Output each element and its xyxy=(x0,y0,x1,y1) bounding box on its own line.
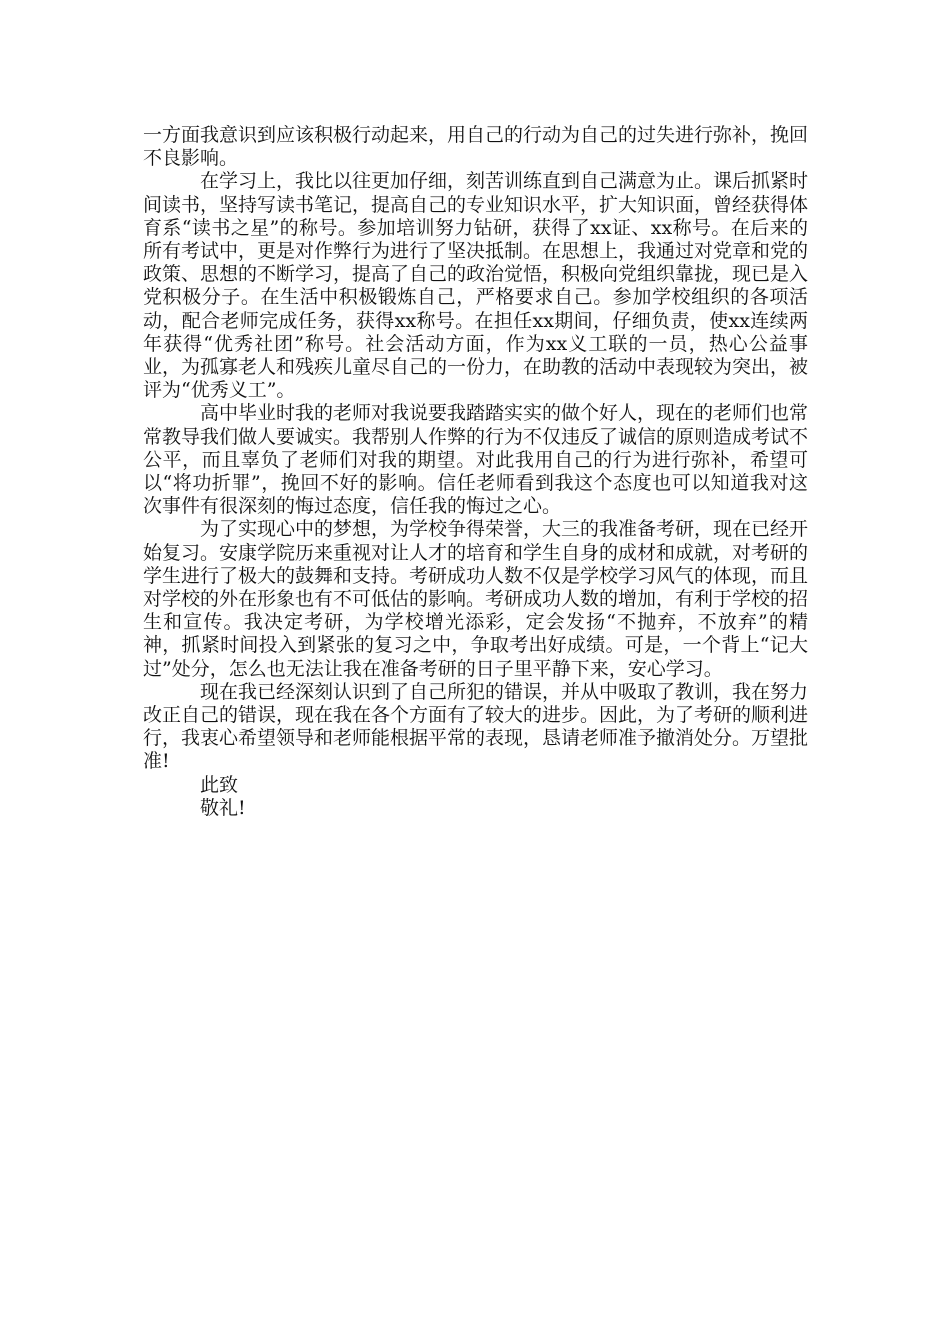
paragraph-study-progress: 在学习上，我比以往更加仔细，刻苦训练直到自己满意为止。课后抓紧时间读书，坚持写读书笔记，提高自己的专业知识水平，扩大知识面，曾经获得体育系“读书之星”的称号。参加培训努力钻研，获得了xx证、xx称号。在后来的所有考试中，更是对作弊行为进行了坚决抵制。在思想上，我通过对党章和党的政策、思想的不断学习，提高了自己的政治觉悟，积极向党组织靠拢，现已是入党积极分子。在生活中积极锻炼自己，严格要求自己。参加学校组织的各项活动，配合老师完成任务，获得xx称号。在担任xx期间，仔细负责，使xx连续两年获得“优秀社团”称号。社会活动方面，作为xx义工联的一员，热心公益事业，为孤寡老人和残疾儿童尽自己的一份力，在助教的活动中表现较为突出，被评为“优秀义工”。 xyxy=(143,170,809,402)
closing-salutation: 此致 xyxy=(200,773,239,796)
paragraph-graduate-exam: 为了实现心中的梦想，为学校争得荣誉，大三的我准备考研，现在已经开始复习。安康学院历来重视对让人才的培育和学生自身的成材和成就，对考研的学生进行了极大的鼓舞和支持。考研成功人数不仅是学校学习风气的体现，而且对学校的外在形象也有不可低估的影响。考研成功人数的增加，有利于学校的招生和宣传。我决定考研，为学校增光添彩，定会发扬“不抛弃，不放弃”的精神，抓紧时间投入到紧张的复习之中，争取考出好成绩。可是，一个背上“记大过”处分，怎么也无法让我在准备考研的日子里平静下来，安心学习。 xyxy=(143,518,809,680)
paragraph-continuation: 一方面我意识到应该积极行动起来，用自己的行动为自己的过失进行弥补，挽回不良影响。 xyxy=(143,124,809,170)
closing-regards: 敬礼! xyxy=(200,796,246,819)
paragraph-teacher-guidance: 高中毕业时我的老师对我说要我踏踏实实的做个好人，现在的老师们也常常教导我们做人要诚实。我帮别人作弊的行为不仅违反了诚信的原则造成考试不公平，而且辜负了老师们对我的期望。对此我用自己的行为进行弥补，希望可以“将功折罪”，挽回不好的影响。信任老师看到我这个态度也可以知道我对这次事件有很深刻的悔过态度，信任我的悔过之心。 xyxy=(143,402,809,518)
paragraph-request: 现在我已经深刻认识到了自己所犯的错误，并从中吸取了教训，我在努力改正自己的错误，现在我在各个方面有了较大的进步。因此，为了考研的顺利进行，我衷心希望领导和老师能根据平常的表现，恳请老师准予撤消处分。万望批准! xyxy=(143,680,809,773)
document-body xyxy=(143,124,808,820)
